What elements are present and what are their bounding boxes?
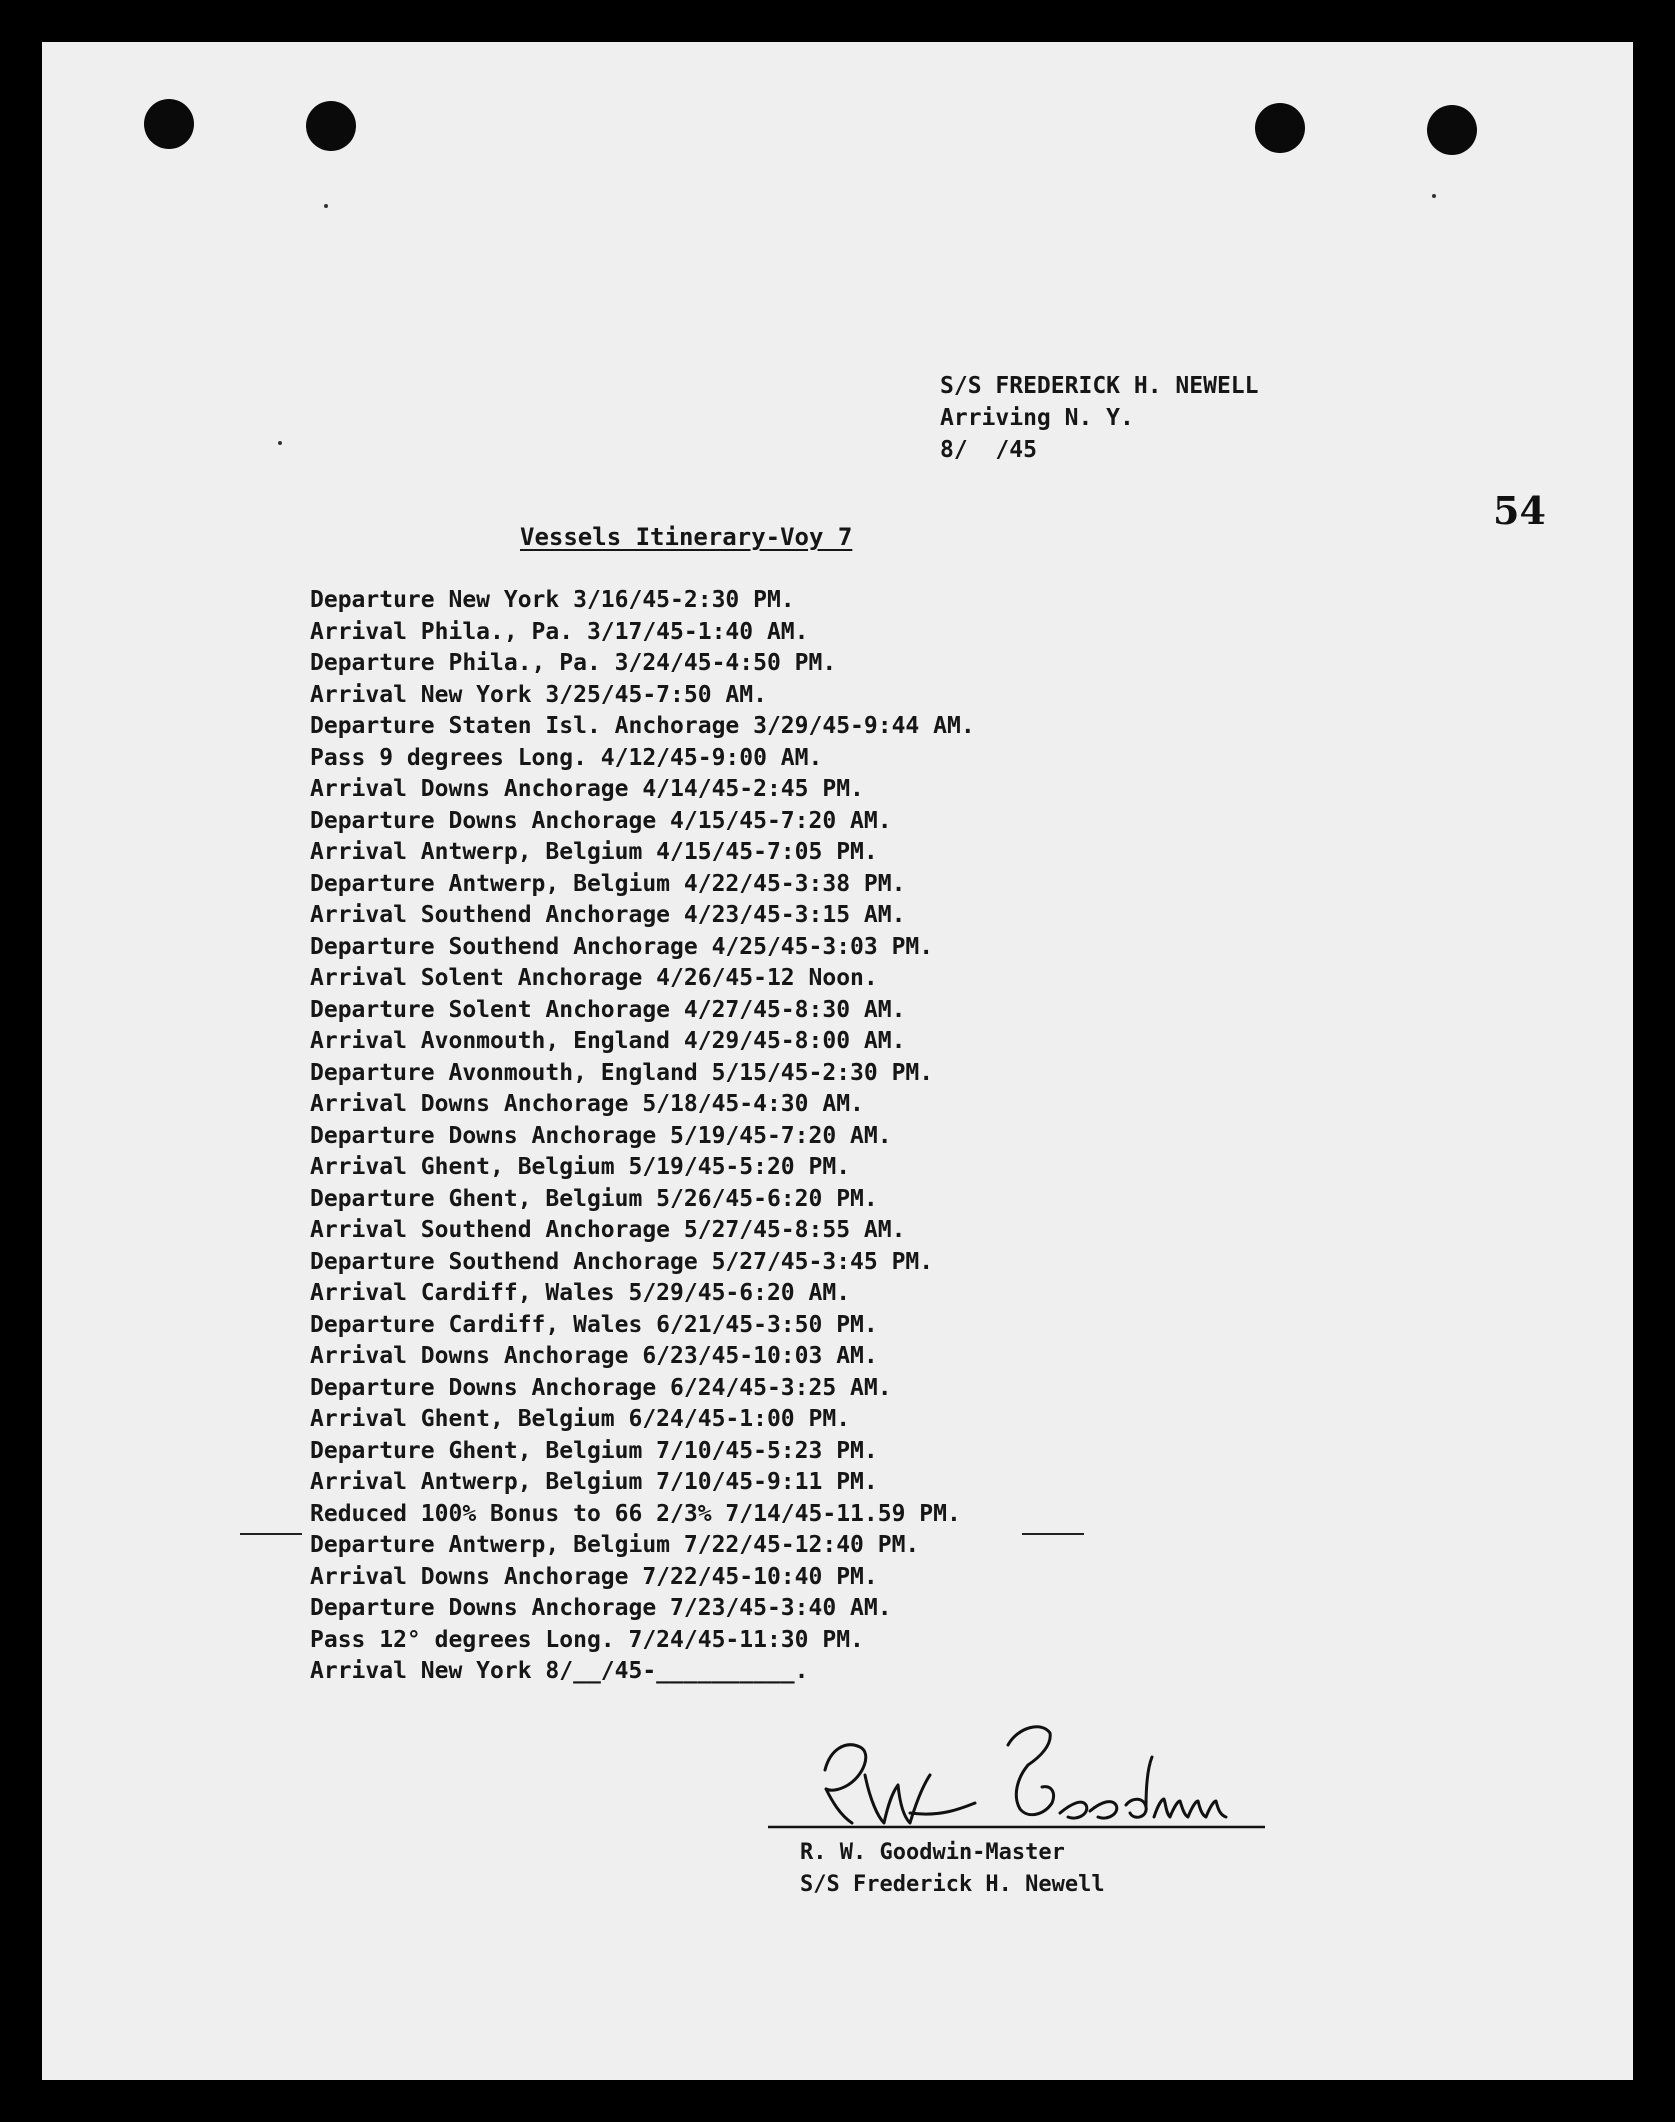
document-header: [940, 370, 1259, 466]
itinerary-entry: Departure Downs Anchorage 6/24/45-3:25 AM.: [310, 1374, 892, 1401]
punch-hole: [144, 99, 194, 149]
itinerary-entry: Arrival Ghent, Belgium 6/24/45-1:00 PM.: [310, 1406, 851, 1432]
signatory-name: R. W. Goodwin-Master: [800, 1840, 1065, 1865]
itinerary-entry: Pass 12° degrees Long. 7/24/45-11:30 PM.: [310, 1626, 864, 1653]
itinerary-entry: Departure Southend Anchorage 4/25/45-3:03 PM.: [310, 933, 934, 960]
itinerary-entry: Departure Downs Anchorage 5/19/45-7:20 AM.: [310, 1122, 892, 1149]
punch-hole: [306, 101, 356, 151]
itinerary-entry: Arrival Downs Anchorage 7/22/45-10:40 PM.: [310, 1563, 878, 1590]
signatory-vessel: S/S Frederick H. Newell: [800, 1872, 1105, 1897]
margin-mark-right: [1022, 1533, 1084, 1535]
itinerary-entry: Arrival New York 8/__/45-__________.: [310, 1658, 809, 1684]
itinerary-entry: Departure Downs Anchorage 4/15/45-7:20 AM.: [310, 807, 892, 834]
itinerary-entry: Pass 9 degrees Long. 4/12/45-9:00 AM.: [310, 744, 823, 771]
punch-hole: [1427, 105, 1477, 155]
itinerary-entry: Arrival New York 3/25/45-7:50 AM.: [310, 681, 767, 708]
itinerary-entry: Arrival Phila., Pa. 3/17/45-1:40 AM.: [310, 618, 809, 645]
itinerary-entry: Departure New York 3/16/45-2:30 PM.: [310, 587, 795, 613]
punch-hole: [1255, 103, 1305, 153]
itinerary-entry: Departure Ghent, Belgium 7/10/45-5:23 PM.: [310, 1437, 878, 1464]
page-number: 54: [1493, 488, 1546, 533]
itinerary-entry: Arrival Downs Anchorage 4/14/45-2:45 PM.: [310, 776, 864, 802]
itinerary-entry: Arrival Solent Anchorage 4/26/45-12 Noon.: [310, 965, 878, 991]
itinerary-entry: Departure Staten Isl. Anchorage 3/29/45-9:44 AM.: [310, 713, 975, 739]
speck: [278, 441, 282, 445]
itinerary-entry: Departure Cardiff, Wales 6/21/45-3:50 PM.: [310, 1311, 878, 1338]
margin-mark-left: [240, 1533, 302, 1535]
itinerary-entry: Departure Southend Anchorage 5/27/45-3:45 PM.: [310, 1248, 934, 1275]
itinerary-entry: Departure Ghent, Belgium 5/26/45-6:20 PM.: [310, 1185, 878, 1212]
itinerary-entry: Arrival Downs Anchorage 6/23/45-10:03 AM.: [310, 1343, 878, 1369]
itinerary-entry: Arrival Antwerp, Belgium 4/15/45-7:05 PM.: [310, 839, 878, 865]
itinerary-entry: Arrival Southend Anchorage 5/27/45-8:55 AM.: [310, 1217, 906, 1243]
itinerary-entry: Arrival Cardiff, Wales 5/29/45-6:20 AM.: [310, 1280, 851, 1306]
speck: [1432, 194, 1436, 198]
itinerary-entry: Departure Downs Anchorage 7/23/45-3:40 AM.: [310, 1595, 892, 1621]
itinerary-entry: Departure Avonmouth, England 5/15/45-2:30 PM.: [310, 1059, 934, 1086]
page-title: Vessels Itinerary-Voy 7: [520, 523, 853, 551]
itinerary-entry: Arrival Southend Anchorage 4/23/45-3:15 AM.: [310, 902, 906, 928]
arrival-date: 8/ /45: [940, 437, 1037, 463]
itinerary-entry: Arrival Avonmouth, England 4/29/45-8:00 AM.: [310, 1028, 906, 1054]
vessel-name: S/S FREDERICK H. NEWELL: [940, 373, 1259, 399]
itinerary-list: [310, 585, 975, 1688]
itinerary-entry: Reduced 100% Bonus to 66 2/3% 7/14/45-11.59 PM.: [310, 1500, 961, 1527]
itinerary-entry: Departure Phila., Pa. 3/24/45-4:50 PM.: [310, 650, 837, 676]
signature-block: [800, 1837, 1105, 1901]
itinerary-entry: Arrival Ghent, Belgium 5/19/45-5:20 PM.: [310, 1154, 851, 1180]
speck: [324, 204, 328, 208]
itinerary-entry: Departure Solent Anchorage 4/27/45-8:30 AM.: [310, 996, 906, 1023]
handwritten-signature: [760, 1705, 1280, 1835]
itinerary-entry: Arrival Downs Anchorage 5/18/45-4:30 AM.: [310, 1091, 864, 1117]
itinerary-entry: Departure Antwerp, Belgium 4/22/45-3:38 PM.: [310, 870, 906, 897]
itinerary-entry: Arrival Antwerp, Belgium 7/10/45-9:11 PM.: [310, 1469, 878, 1495]
itinerary-entry: Departure Antwerp, Belgium 7/22/45-12:40 PM.: [310, 1532, 920, 1558]
arriving-port: Arriving N. Y.: [940, 405, 1134, 431]
